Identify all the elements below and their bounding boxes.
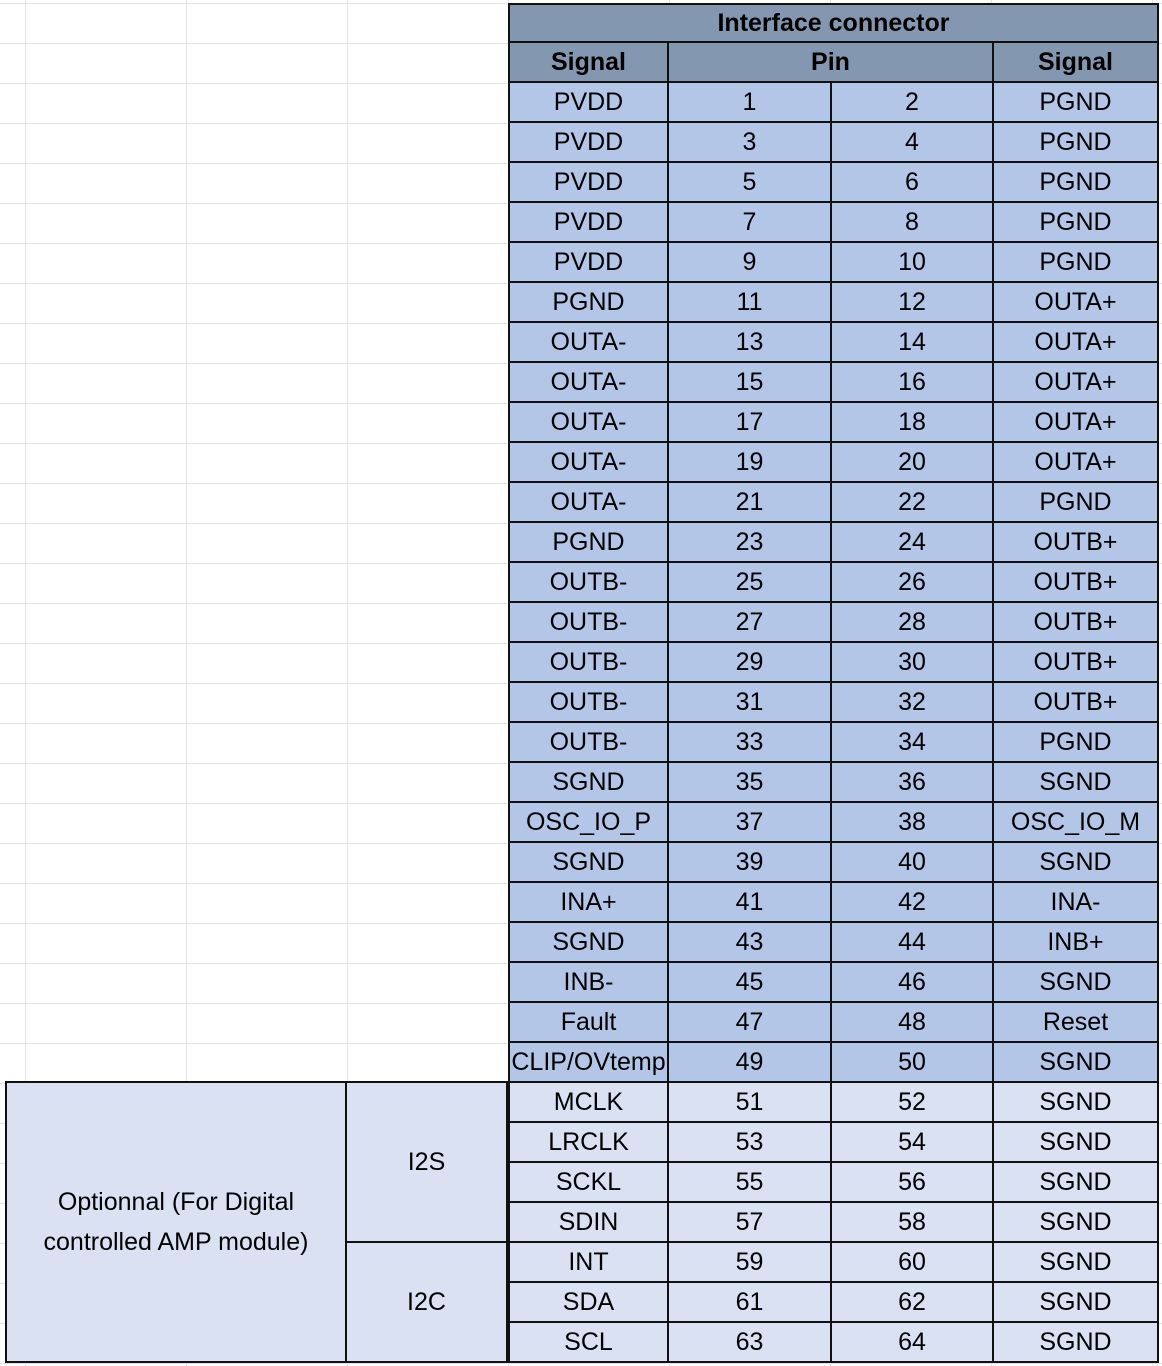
table-cell-signal-right: OUTB+	[994, 523, 1159, 563]
table-cell-signal-right: PGND	[994, 243, 1159, 283]
table-cell-pin-right: 50	[832, 1043, 994, 1083]
table-cell-signal-left: OUTB-	[508, 563, 669, 603]
table-cell-pin-left: 49	[669, 1043, 832, 1083]
table-cell-pin-left: 29	[669, 643, 832, 683]
table-cell-signal-left: PVDD	[508, 203, 669, 243]
table-cell-signal-left: SGND	[508, 843, 669, 883]
table-cell-signal-left: CLIP/OVtemp	[508, 1043, 669, 1083]
table-cell-pin-right: 56	[832, 1163, 994, 1203]
table-cell-pin-left: 23	[669, 523, 832, 563]
table-cell-signal-left: OSC_IO_P	[508, 803, 669, 843]
table-cell-pin-right: 16	[832, 363, 994, 403]
table-cell-signal-left: Fault	[508, 1003, 669, 1043]
table-cell-pin-left: 3	[669, 123, 832, 163]
table-cell-pin-left: 7	[669, 203, 832, 243]
table-cell-pin-right: 32	[832, 683, 994, 723]
table-cell-pin-right: 18	[832, 403, 994, 443]
table-cell-pin-left: 33	[669, 723, 832, 763]
table-cell-signal-right: INB+	[994, 923, 1159, 963]
table-cell-signal-left: OUTB-	[508, 683, 669, 723]
table-cell-signal-left: SDIN	[508, 1203, 669, 1243]
table-cell-signal-right: Reset	[994, 1003, 1159, 1043]
table-cell-pin-right: 42	[832, 883, 994, 923]
table-cell-signal-left: OUTB-	[508, 723, 669, 763]
table-cell-pin-right: 30	[832, 643, 994, 683]
table-cell-signal-right: PGND	[994, 483, 1159, 523]
table-cell-pin-right: 22	[832, 483, 994, 523]
table-cell-signal-right: PGND	[994, 723, 1159, 763]
header-pin: Pin	[669, 43, 994, 83]
table-cell-signal-right: PGND	[994, 163, 1159, 203]
table-cell-pin-left: 1	[669, 83, 832, 123]
table-cell-pin-right: 54	[832, 1123, 994, 1163]
table-cell-signal-left: SCL	[508, 1323, 669, 1363]
table-cell-signal-right: SGND	[994, 1083, 1159, 1123]
table-cell-pin-left: 39	[669, 843, 832, 883]
table-cell-signal-left: PVDD	[508, 123, 669, 163]
table-cell-pin-right: 40	[832, 843, 994, 883]
table-cell-pin-right: 10	[832, 243, 994, 283]
table-cell-pin-right: 52	[832, 1083, 994, 1123]
header-signal-left: Signal	[508, 43, 669, 83]
table-cell-signal-left: PVDD	[508, 83, 669, 123]
table-cell-signal-left: PGND	[508, 523, 669, 563]
table-cell-signal-left: SCKL	[508, 1163, 669, 1203]
table-title: Interface connector	[508, 3, 1159, 43]
table-cell-signal-right: OUTA+	[994, 363, 1159, 403]
table-cell-signal-right: INA-	[994, 883, 1159, 923]
table-cell-signal-right: SGND	[994, 1043, 1159, 1083]
table-cell-signal-right: OUTA+	[994, 403, 1159, 443]
table-cell-signal-left: PVDD	[508, 243, 669, 283]
table-cell-signal-right: OSC_IO_M	[994, 803, 1159, 843]
table-cell-pin-left: 15	[669, 363, 832, 403]
table-cell-pin-right: 62	[832, 1283, 994, 1323]
table-cell-pin-left: 51	[669, 1083, 832, 1123]
header-signal-right: Signal	[994, 43, 1159, 83]
table-cell-signal-right: SGND	[994, 963, 1159, 1003]
table-cell-signal-left: OUTA-	[508, 363, 669, 403]
table-cell-pin-left: 17	[669, 403, 832, 443]
table-cell-pin-left: 35	[669, 763, 832, 803]
table-cell-pin-left: 53	[669, 1123, 832, 1163]
table-cell-signal-left: INA+	[508, 883, 669, 923]
table-cell-pin-left: 55	[669, 1163, 832, 1203]
table-cell-signal-right: PGND	[994, 203, 1159, 243]
table-cell-signal-left: INB-	[508, 963, 669, 1003]
table-cell-pin-left: 25	[669, 563, 832, 603]
table-cell-pin-right: 44	[832, 923, 994, 963]
table-cell-signal-left: SGND	[508, 923, 669, 963]
table-cell-pin-left: 61	[669, 1283, 832, 1323]
table-cell-signal-left: INT	[508, 1243, 669, 1283]
table-cell-pin-right: 20	[832, 443, 994, 483]
table-cell-pin-right: 6	[832, 163, 994, 203]
table-cell-signal-left: OUTA-	[508, 443, 669, 483]
table-cell-pin-left: 59	[669, 1243, 832, 1283]
table-cell-pin-right: 24	[832, 523, 994, 563]
table-cell-pin-right: 8	[832, 203, 994, 243]
table-cell-pin-left: 43	[669, 923, 832, 963]
table-cell-pin-left: 9	[669, 243, 832, 283]
table-cell-signal-right: OUTB+	[994, 643, 1159, 683]
table-cell-pin-right: 2	[832, 83, 994, 123]
table-cell-pin-left: 47	[669, 1003, 832, 1043]
table-cell-signal-left: MCLK	[508, 1083, 669, 1123]
table-cell-signal-left: OUTA-	[508, 403, 669, 443]
table-cell-signal-left: LRCLK	[508, 1123, 669, 1163]
table-cell-pin-right: 26	[832, 563, 994, 603]
table-cell-signal-left: PVDD	[508, 163, 669, 203]
table-cell-signal-right: OUTA+	[994, 443, 1159, 483]
table-cell-signal-right: SGND	[994, 1323, 1159, 1363]
table-cell-signal-right: OUTB+	[994, 683, 1159, 723]
table-cell-pin-right: 60	[832, 1243, 994, 1283]
table-cell-signal-left: PGND	[508, 283, 669, 323]
table-cell-signal-left: OUTA-	[508, 483, 669, 523]
table-cell-pin-right: 12	[832, 283, 994, 323]
table-cell-signal-left: OUTA-	[508, 323, 669, 363]
table-cell-signal-right: SGND	[994, 1203, 1159, 1243]
subgroup-i2s-label: I2S	[347, 1081, 508, 1243]
table-cell-signal-right: SGND	[994, 1163, 1159, 1203]
table-cell-signal-left: SGND	[508, 763, 669, 803]
table-cell-pin-left: 5	[669, 163, 832, 203]
table-cell-signal-left: OUTB-	[508, 603, 669, 643]
table-cell-signal-right: OUTA+	[994, 323, 1159, 363]
table-cell-signal-right: SGND	[994, 763, 1159, 803]
table-cell-pin-right: 38	[832, 803, 994, 843]
table-cell-signal-right: PGND	[994, 83, 1159, 123]
table-cell-pin-left: 19	[669, 443, 832, 483]
table-cell-pin-right: 58	[832, 1203, 994, 1243]
table-cell-signal-right: OUTA+	[994, 283, 1159, 323]
table-cell-pin-left: 11	[669, 283, 832, 323]
table-cell-pin-left: 41	[669, 883, 832, 923]
subgroup-i2c-label: I2C	[347, 1243, 508, 1363]
table-cell-pin-left: 27	[669, 603, 832, 643]
table-cell-pin-right: 36	[832, 763, 994, 803]
table-cell-signal-right: SGND	[994, 1243, 1159, 1283]
table-cell-pin-right: 64	[832, 1323, 994, 1363]
table-cell-pin-left: 21	[669, 483, 832, 523]
table-cell-pin-right: 46	[832, 963, 994, 1003]
table-cell-pin-right: 4	[832, 123, 994, 163]
table-cell-signal-right: SGND	[994, 1283, 1159, 1323]
table-cell-signal-right: SGND	[994, 843, 1159, 883]
table-cell-signal-right: SGND	[994, 1123, 1159, 1163]
table-cell-pin-left: 57	[669, 1203, 832, 1243]
table-cell-signal-left: OUTB-	[508, 643, 669, 683]
table-cell-pin-left: 37	[669, 803, 832, 843]
table-cell-pin-right: 28	[832, 603, 994, 643]
table-cell-signal-right: PGND	[994, 123, 1159, 163]
table-cell-pin-right: 34	[832, 723, 994, 763]
table-cell-pin-left: 45	[669, 963, 832, 1003]
table-cell-signal-right: OUTB+	[994, 603, 1159, 643]
table-cell-signal-right: OUTB+	[994, 563, 1159, 603]
table-cell-pin-left: 63	[669, 1323, 832, 1363]
table-cell-pin-right: 14	[832, 323, 994, 363]
table-cell-signal-left: SDA	[508, 1283, 669, 1323]
table-cell-pin-left: 31	[669, 683, 832, 723]
table-cell-pin-left: 13	[669, 323, 832, 363]
table-cell-pin-right: 48	[832, 1003, 994, 1043]
optional-group-label: Optionnal (For Digital controlled AMP module)	[5, 1081, 347, 1363]
